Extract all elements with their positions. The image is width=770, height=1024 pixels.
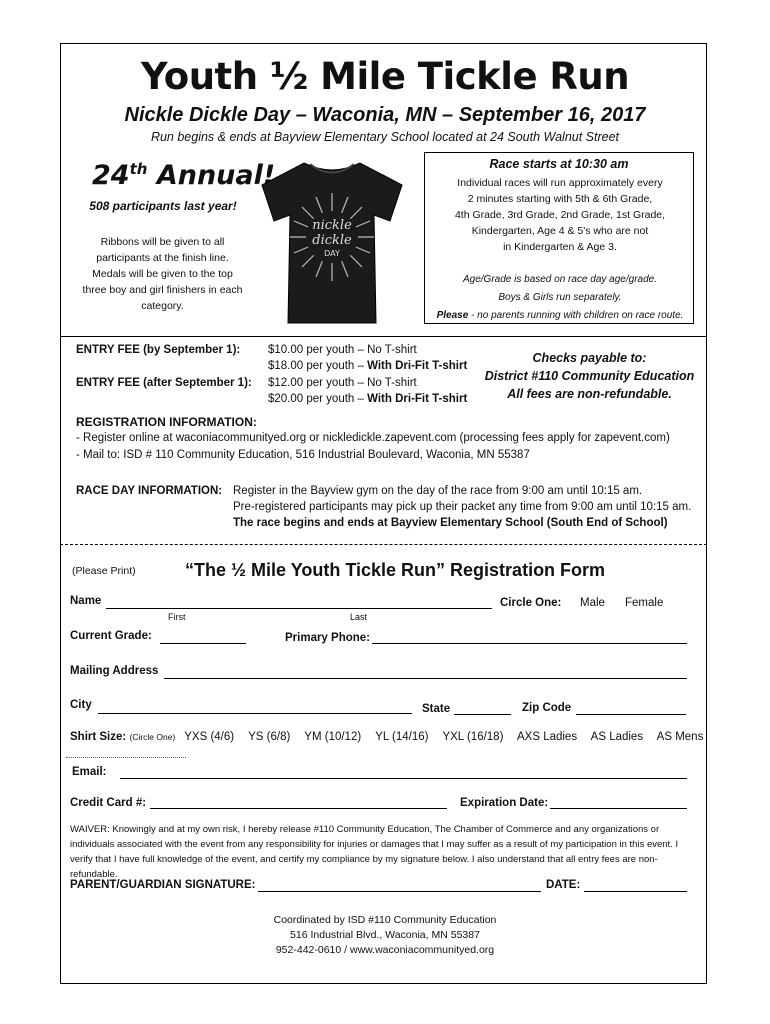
name-label: Name (70, 595, 102, 607)
raceday-line: Register in the Bayview gym on the day of the race from 9:00 am until 10:15 am. (233, 485, 643, 497)
age-grade-note: Age/Grade is based on race day age/grade. (462, 274, 658, 285)
participants-count: 508 participants last year! (89, 199, 237, 213)
shirt-circle-hint: (Circle One) (129, 732, 176, 742)
state-label: State (422, 703, 451, 715)
race-schedule-line: Individual races will run approximately every (457, 177, 663, 189)
race-schedule (431, 175, 689, 255)
annual-number: 24 (92, 160, 130, 191)
no-parents-note (429, 307, 691, 325)
signature-label: PARENT/GUARDIAN SIGNATURE: (70, 879, 256, 891)
checks-line: District #110 Community Education (484, 369, 695, 383)
race-schedule-line: Kindergarten, Age 4 & 5's who are not (471, 225, 649, 237)
fee-line: $12.00 per youth – No T-shirt (268, 377, 417, 389)
shirt-size-option[interactable]: YXL (16/18) (442, 731, 504, 743)
please-print: (Please Print) (72, 565, 136, 577)
fee-label-late: ENTRY FEE (after September 1): (76, 377, 252, 389)
ribbons-note: Ribbons will be given to all participants at the finish line. Medals will be given to the top three boy and girl finishers in each category. (82, 236, 243, 312)
shirt-logo-line3: DAY (324, 249, 340, 258)
city-label: City (70, 699, 92, 711)
race-schedule-line: 2 minutes starting with 5th & 6th Grade, (467, 193, 653, 205)
fee-shirt: With Dri-Fit T-shirt (367, 360, 468, 372)
please-text: - no parents running with children on race route. (468, 310, 684, 321)
grade-field[interactable] (160, 643, 246, 644)
shirt-logo-line1: nickle (312, 218, 352, 233)
shirt-size-option[interactable]: AXS Ladies (516, 731, 578, 743)
email-field[interactable] (120, 778, 687, 779)
checks-line: Checks payable to: (532, 351, 647, 365)
fee-shirt: With Dri-Fit T-shirt (367, 393, 468, 405)
zip-label: Zip Code (522, 702, 572, 714)
annual-suffix: th (129, 160, 148, 178)
annual-word: Annual! (156, 160, 276, 191)
date-field[interactable] (584, 891, 687, 892)
footer-line: 952-442-0610 / www.waconiacommunityed.org (275, 944, 495, 956)
fee-line: $10.00 per youth – No T-shirt (268, 344, 417, 356)
mailing-field[interactable] (164, 678, 687, 679)
fee-amount: $20.00 per youth – (268, 393, 368, 405)
annual-heading (92, 160, 275, 191)
race-info-box (424, 152, 694, 324)
shirt-size-row (70, 731, 714, 743)
email-separator (66, 757, 186, 758)
footer-line: 516 Industrial Blvd., Waconia, MN 55387 (290, 929, 480, 941)
grade-label: Current Grade: (70, 630, 152, 642)
waiver-text: WAIVER: Knowingly and at my own risk, I hereby release #110 Community Education, The Chamber of Commerce and any organizations or individuals associated with the event from any responsibility for injuries or damages that I may suffer as a result of my participation in this event. I verify that I have full knowledge of the event, and certify my compliance by my signature below. I also understand that all entry fees are non-refundable. (70, 824, 679, 880)
registration-online: - Register online at waconiacommunityed.org or nickledickle.zapevent.com (processing fees apply for zapevent.com) (76, 432, 670, 444)
last-name-hint: Last (350, 612, 368, 622)
fee-line (268, 393, 467, 405)
boys-girls-note: Boys & Girls run separately. (498, 292, 622, 303)
race-start-heading: Race starts at 10:30 am (489, 157, 629, 171)
credit-card-field[interactable] (150, 808, 447, 809)
event-subtitle: Nickle Dickle Day – Waconia, MN – September 16, 2017 (124, 104, 646, 126)
state-field[interactable] (454, 714, 511, 715)
shirt-size-option[interactable]: YXS (4/6) (184, 731, 235, 743)
checks-payable (482, 349, 697, 403)
gender-female-option[interactable]: Female (625, 597, 664, 609)
raceday-line: Pre-registered participants may pick up their packet any time from 9:00 am until 10:15 am. (233, 501, 692, 513)
email-label: Email: (72, 766, 107, 778)
expiration-label: Expiration Date: (460, 797, 549, 809)
shirt-size-option[interactable]: AS Mens (656, 731, 704, 743)
shirt-size-option[interactable]: YL (14/16) (375, 731, 429, 743)
shirt-size-option[interactable]: YM (10/12) (304, 731, 362, 743)
raceday-line: The race begins and ends at Bayview Elementary School (South End of School) (233, 517, 668, 529)
form-title: “The ½ Mile Youth Tickle Run” Registration Form (185, 560, 606, 580)
cut-line (60, 544, 707, 545)
raceday-heading: RACE DAY INFORMATION: (76, 485, 223, 497)
name-field[interactable] (106, 608, 492, 609)
race-schedule-line: 4th Grade, 3rd Grade, 2nd Grade, 1st Grade, (454, 209, 666, 221)
shirt-logo-line2: dickle (312, 233, 352, 248)
section-divider (60, 336, 707, 337)
tshirt-image (252, 155, 412, 330)
circle-one-label: Circle One: (500, 597, 562, 609)
fee-line (268, 360, 467, 372)
race-schedule-line: in Kindergarten & Age 3. (503, 241, 617, 253)
footer-contact (0, 913, 770, 958)
page-title: Youth ½ Mile Tickle Run (140, 55, 630, 98)
race-notes (429, 271, 691, 325)
please-label: Please (436, 310, 469, 321)
registration-heading: REGISTRATION INFORMATION: (76, 415, 257, 429)
phone-field[interactable] (372, 643, 687, 644)
mailing-label: Mailing Address (70, 665, 159, 677)
shirt-size-option[interactable]: AS Ladies (590, 731, 644, 743)
checks-line: All fees are non-refundable. (507, 387, 672, 401)
registration-mail: - Mail to: ISD # 110 Community Education, 516 Industrial Boulevard, Waconia, MN 55387 (76, 449, 530, 461)
expiration-field[interactable] (550, 808, 687, 809)
city-field[interactable] (98, 713, 412, 714)
fee-label-early: ENTRY FEE (by September 1): (76, 344, 241, 356)
footer-line: Coordinated by ISD #110 Community Education (273, 914, 497, 926)
shirt-size-label: Shirt Size: (70, 731, 127, 743)
first-name-hint: First (168, 612, 186, 622)
shirt-size-option[interactable]: YS (6/8) (248, 731, 291, 743)
zip-field[interactable] (576, 714, 686, 715)
signature-field[interactable] (258, 891, 541, 892)
credit-card-label: Credit Card #: (70, 797, 147, 809)
phone-label: Primary Phone: (285, 632, 370, 644)
event-location: Run begins & ends at Bayview Elementary School located at 24 South Walnut Street (150, 130, 620, 144)
date-label: DATE: (546, 879, 581, 891)
fee-amount: $18.00 per youth – (268, 360, 368, 372)
gender-male-option[interactable]: Male (580, 597, 605, 609)
